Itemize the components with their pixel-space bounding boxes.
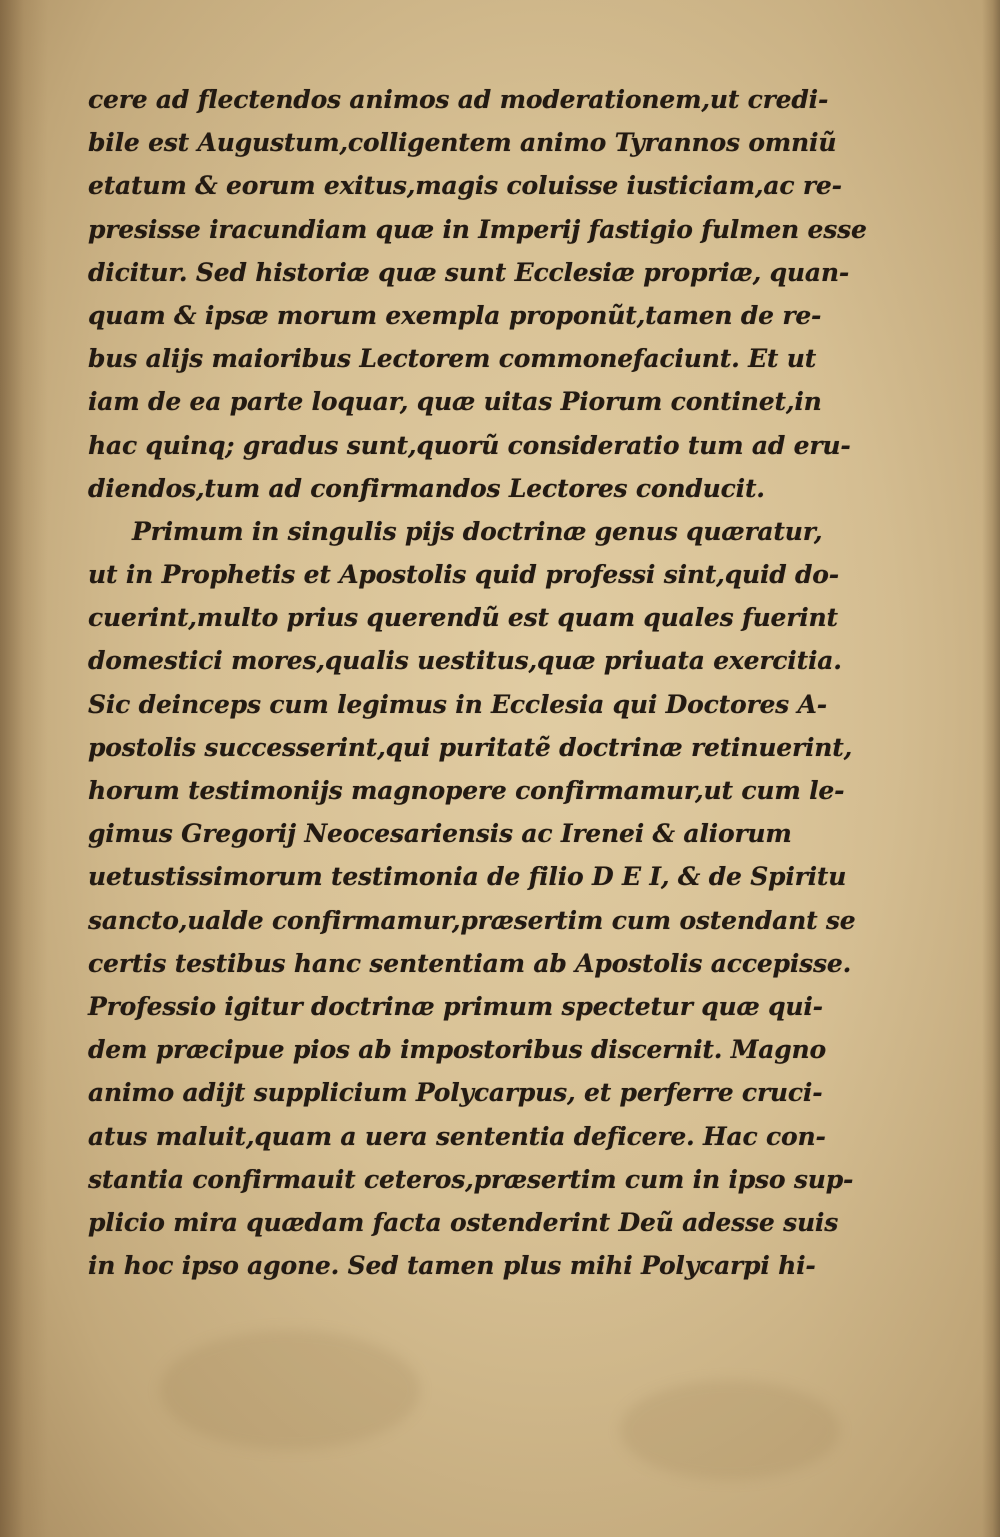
text-line: atus maluit,quam a uera sententia deficere. Hac con- — [88, 1121, 826, 1151]
text-line: etatum & eorum exitus,magis coluisse iusticiam,ac re- — [88, 171, 842, 201]
text-line: stantia confirmauit ceteros,præsertim cum in ipso sup- — [88, 1164, 854, 1194]
text-line: diendos,tum ad confirmandos Lectores conducit. — [88, 473, 765, 503]
text-line: certis testibus hanc sententiam ab Apostolis accepisse. — [88, 948, 852, 978]
page-edge — [982, 0, 1000, 1537]
text-line: plicio mira quædam facta ostenderint Deũ adesse suis — [88, 1207, 839, 1237]
text-line: gimus Gregorij Neocesariensis ac Irenei & aliorum — [88, 819, 792, 849]
text-line: dem præcipue pios ab impostoribus discernit. Magno — [88, 1035, 826, 1065]
text-line: bile est Augustum,colligentem animo Tyrannos omniũ — [88, 128, 837, 158]
text-line: horum testimonijs magnopere confirmamur,ut cum le- — [88, 776, 845, 805]
text-line: Sic deinceps cum legimus in Ecclesia qui Doctores A- — [88, 689, 827, 719]
binding-shadow — [0, 0, 48, 1537]
body-text — [88, 78, 867, 1287]
text-line: cuerint,multo prius querendũ est quam quales fuerint — [88, 603, 838, 633]
paper-stain — [620, 1380, 840, 1480]
text-line: animo adijt supplicium Polycarpus, et perferre cruci- — [88, 1078, 823, 1108]
text-line: uetustissimorum testimonia de filio D E I, & de Spiritu — [88, 862, 847, 892]
text-line: presisse iracundiam quæ in Imperij fastigio fulmen esse — [88, 214, 867, 244]
text-line: dicitur. Sed historiæ quæ sunt Ecclesiæ propriæ, quan- — [88, 257, 850, 287]
text-line: domestici mores,qualis uestitus,quæ priuata exercitia. — [88, 646, 842, 676]
text-line: quam & ipsæ morum exempla proponũt,tamen de re- — [88, 300, 822, 330]
text-line: Professio igitur doctrinæ primum spectetur quæ qui- — [88, 991, 823, 1021]
text-line: in hoc ipso agone. Sed tamen plus mihi Polycarpi hi- — [88, 1251, 816, 1281]
text-line: ut in Prophetis et Apostolis quid professi sint,quid do- — [88, 560, 839, 590]
text-line: iam de ea parte loquar, quæ uitas Piorum continet,in — [88, 387, 822, 417]
paper-stain — [160, 1330, 420, 1450]
text-line: cere ad flectendos animos ad moderationem,ut credi- — [88, 85, 829, 114]
text-line: sancto,ualde confirmamur,præsertim cum ostendant se — [88, 905, 856, 935]
text-line: hac quinq; gradus sunt,quorũ consideratio tum ad eru- — [88, 430, 851, 460]
paragraph-first-line: Primum in singulis pijs doctrinæ genus quæratur, — [132, 516, 823, 546]
text-line: postolis successerint,qui puritatẽ doctrinæ retinuerint, — [88, 732, 853, 762]
text-line: bus alijs maioribus Lectorem commonefaciunt. Et ut — [88, 344, 817, 374]
